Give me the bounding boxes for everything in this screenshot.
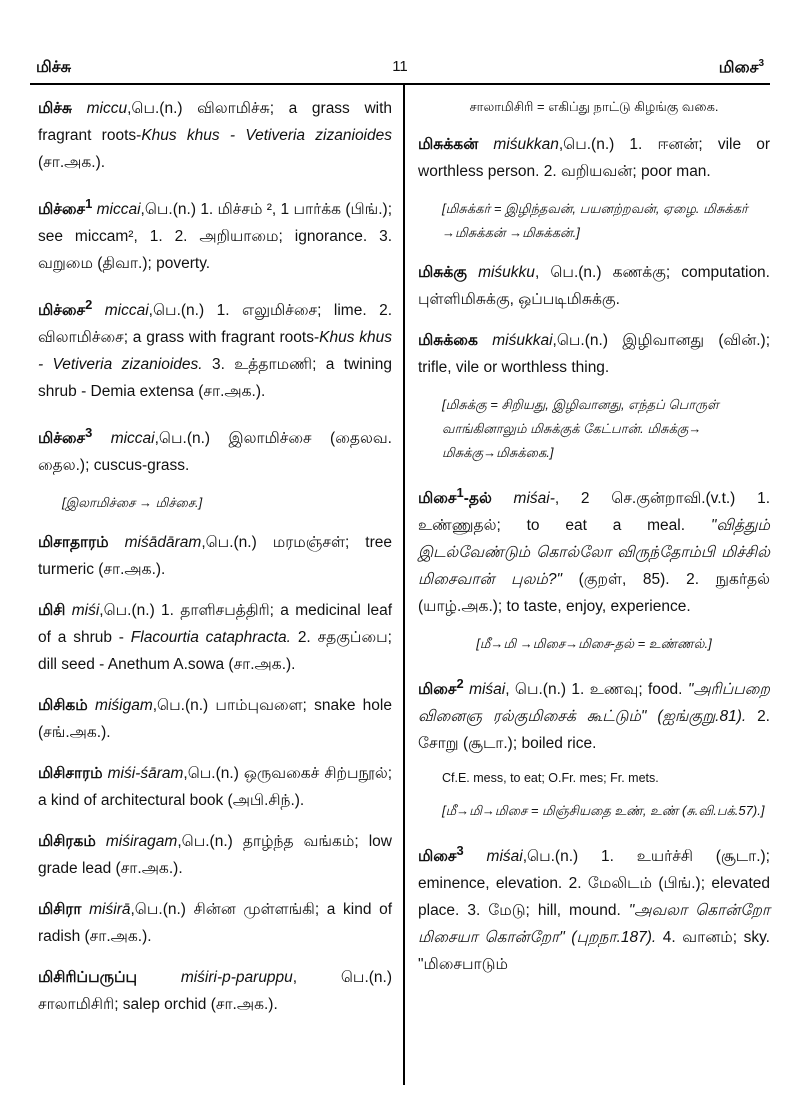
transliteration: miccai <box>110 430 155 448</box>
part-of-speech: ,பெ.(n.) <box>522 848 579 866</box>
dictionary-entry <box>38 419 392 479</box>
part-of-speech: ,பெ.(n.) <box>154 430 211 448</box>
transliteration: miśai <box>469 681 506 699</box>
transliteration: miccu <box>86 100 128 117</box>
definition-text: 1. உயர்ச்சி (சூடா.); eminence, elevation. 2. மேலிடம் (பிங்.); elevated place. 3. மேடு; hill, mound. <box>418 848 770 920</box>
etymology-note: [இலாமிச்சை → மிச்சை.] <box>62 495 203 511</box>
dictionary-entry <box>38 190 392 277</box>
definition-text: 1. உண்ணுதல்; to eat a meal. <box>418 490 771 535</box>
transliteration: miśiragam <box>105 833 178 851</box>
part-of-speech: ,பெ.(n.) <box>152 697 209 715</box>
definition-tail: (குறள், 85). 2. நுகர்தல் (யாழ்.அக.); to taste, enjoy, experience. <box>418 571 771 616</box>
dictionary-entry <box>418 670 770 757</box>
definition-text: 1. ஈனன்; vile or worthless person. 2. வறியவன்; poor man. <box>418 136 770 180</box>
headword: மிசுக்கு <box>418 264 467 281</box>
etymology-note: [மிசுக்கர் = இழிந்தவன், பயனற்றவன், ஏழை. மிசுக்கர் →மிசுக்கன் →மிசுக்கன்.] <box>442 201 748 240</box>
transliteration: miśirā <box>89 901 131 919</box>
definition-tail: 2. சதகுப்பை; dill seed - Anethum A.sowa (சா.அக.). <box>38 629 392 674</box>
dictionary-entry <box>38 291 392 405</box>
header-left-guideword: மிச்சு <box>36 59 72 76</box>
headword-superscript: 3 <box>456 843 464 859</box>
headword: மிசை <box>418 681 457 699</box>
transliteration: miśi-śāram <box>107 765 184 783</box>
transliteration: miśukkai <box>492 332 553 349</box>
scientific-name: Khus khus - Vetiveria zizanioides. <box>38 329 392 374</box>
scientific-name: Flacourtia cataphracta. <box>130 629 291 647</box>
definition-text: இலாமிச்சை (தைலவ. தைல.); cuscus-grass. <box>38 430 392 475</box>
transliteration: miśukkan <box>493 136 559 153</box>
dictionary-entry <box>38 760 392 814</box>
part-of-speech: ,பெ.(n.) <box>201 534 257 552</box>
part-of-speech: ,பெ.(n.) <box>127 100 183 117</box>
dictionary-entry <box>38 692 392 746</box>
definition-tail: 2. சோறு (சூடா.); boiled rice. <box>418 708 770 753</box>
transliteration: miśigam <box>95 697 153 715</box>
headword: மிசிகம் <box>38 697 88 715</box>
headword: மிசிசாரம் <box>38 765 103 783</box>
left-column <box>38 95 392 1032</box>
headword-suffix: -தல் <box>463 490 492 508</box>
dictionary-entry <box>418 479 770 620</box>
quotation: "வித்தும் இடல்வேண்டும் கொல்லோ விருந்தோம்பி மிச்சில் மிசைவான் புலம்?" <box>418 517 770 589</box>
part-of-speech: ,பெ.(n.) <box>140 201 196 219</box>
dictionary-entry <box>38 597 392 678</box>
etymology-note: [மிசுக்கு = சிறியது, இழிவானது, எந்தப் பொருள் வாங்கினாலும் மிசுக்குக் கேட்பான். மிசுக்கு→ மிசுக்கு→மிசுக்கை.] <box>442 397 719 460</box>
definition-text: விலாமிச்சு; a grass with fragrant roots- <box>38 100 393 144</box>
definition-tail: 4. வானம்; sky. "மிசைபாடும் <box>418 929 770 974</box>
part-of-speech: ,பெ.(n.) <box>99 602 155 620</box>
part-of-speech: , பெ.(n.) <box>534 264 602 281</box>
definition-text: தாழ்ந்த வங்கம்; low grade lead (சா.அக.). <box>38 833 392 878</box>
headword: மிசிரா <box>38 901 82 919</box>
part-of-speech: ,பெ.(n.) <box>552 332 608 349</box>
part-of-speech: ,பெ.(n.) <box>130 901 186 919</box>
dictionary-entry <box>38 95 392 176</box>
part-of-speech: ,பெ.(n.) <box>177 833 233 851</box>
headword: மிச்சு <box>38 100 72 117</box>
transliteration: miccai <box>96 201 141 219</box>
dictionary-entry <box>38 529 392 583</box>
definition-text: 1. எலுமிச்சை; lime. 2. விலாமிச்சை; a grass with fragrant roots- <box>38 302 393 347</box>
dictionary-entry <box>38 896 392 950</box>
headword: மிச்சை <box>38 201 86 219</box>
headword-superscript: 1 <box>85 196 93 211</box>
right-column <box>418 95 770 992</box>
definition-text: சின்ன முள்ளங்கி; a kind of radish (சா.அக.). <box>38 901 392 946</box>
definition-text: 1. மிச்சம் ², 1 பார்க்க (பிங்.); see miccam², 1. 2. அறியாமை; ignorance. 3. வறுமை (திவா.); poverty. <box>38 201 393 273</box>
definition-text: இழிவானது (வின்.); trifle, vile or worthless thing. <box>418 332 770 376</box>
transliteration: miccai <box>104 302 149 320</box>
transliteration: miśukku <box>478 264 535 281</box>
headword-superscript: 2 <box>456 676 464 692</box>
dictionary-entry <box>418 259 770 313</box>
continued-etymology: சாலாமிசிரி = எகிப்து நாட்டு கிழங்கு வகை. <box>469 99 719 114</box>
headword: மிசை <box>418 490 457 508</box>
headword: மிசிரிப்பருப்பு <box>38 969 138 987</box>
part-of-speech: , பெ.(n.) <box>505 681 567 699</box>
dictionary-entry <box>418 327 770 381</box>
header-rule <box>30 83 770 85</box>
headword-superscript: 2 <box>85 297 93 313</box>
part-of-speech: ,பெ.(n.) <box>148 302 205 320</box>
definition-tail: (சா.அக.). <box>38 154 106 171</box>
headword: மிச்சை <box>38 430 86 448</box>
part-of-speech: , 2 செ.குன்றாவி.(v.t.) <box>554 490 736 508</box>
headword: மிசி <box>38 602 66 620</box>
transliteration: miśai <box>486 848 523 866</box>
definition-text: மரமஞ்சள்; tree turmeric (சா.அக.). <box>38 534 392 579</box>
headword: மிசிரகம் <box>38 833 96 851</box>
page-number: 11 <box>392 58 408 75</box>
definition-text: சாலாமிசிரி; salep orchid (சா.அக.). <box>38 996 278 1014</box>
headword-superscript: 3 <box>85 425 93 441</box>
transliteration: miśi <box>71 602 100 620</box>
transliteration: miśādāram <box>124 534 202 552</box>
cognate-note: Cf.E. mess, to eat; O.Fr. mes; Fr. mets. <box>442 771 659 786</box>
headword: மிசாதாரம் <box>38 534 109 552</box>
etymology-note: [மீ→மி →மிசை→மிசை-தல் = உண்ணல்.] <box>476 636 712 652</box>
dictionary-entry <box>418 131 770 185</box>
headword: மிசுக்கன் <box>418 136 479 153</box>
definition-tail: 3. உத்தாமணி; a twining shrub - Demia extensa (சா.அக.). <box>38 356 392 401</box>
page-header <box>0 0 800 80</box>
headword: மிசுக்கை <box>418 332 478 349</box>
dictionary-entry <box>38 964 392 1018</box>
part-of-speech: ,பெ.(n.) <box>183 765 239 783</box>
dictionary-entry <box>38 828 392 882</box>
headword-superscript: 1 <box>456 485 464 500</box>
transliteration: miśai- <box>513 490 555 508</box>
definition-text: பாம்புவளை; snake hole (சங்.அக.). <box>38 697 392 742</box>
definition-text: ஒருவகைச் சிற்பநூல்; a kind of architectural book (அபி.சிந்.). <box>38 765 392 810</box>
quotation: "அரிப்பறை வினைஞ ரல்குமிசைக் கூட்டும்" (ஐங்குறு.81). <box>418 681 770 726</box>
dictionary-entry <box>418 837 770 978</box>
header-right-guideword: மிசை$^3$ <box>718 58 764 77</box>
headword: மிச்சை <box>38 302 86 320</box>
transliteration: miśiri-p-paruppu <box>180 969 293 987</box>
etymology-note: [மீ→மி→மிசை = மிஞ்சியதை உண், உண் (சு.வி.பக்.57).] <box>442 803 765 819</box>
column-divider <box>403 85 405 1085</box>
definition-text: 1. உணவு; food. <box>566 681 688 699</box>
definition-text: 1. தாளிசபத்திரி; a medicinal leaf of a shrub - <box>38 602 392 647</box>
headword: மிசை <box>418 848 457 866</box>
definition-text: கணக்கு; computation. புள்ளிமிசுக்கு, ஒப்படிமிசுக்கு. <box>418 264 770 308</box>
scientific-name: Khus khus - Vetiveria zizanioides <box>141 127 392 144</box>
quotation: "அவலா கொன்றோ மிசையா கொன்றோ" (புறநா.187). <box>418 902 770 947</box>
part-of-speech: , பெ.(n.) <box>292 969 392 987</box>
part-of-speech: ,பெ.(n.) <box>558 136 615 153</box>
